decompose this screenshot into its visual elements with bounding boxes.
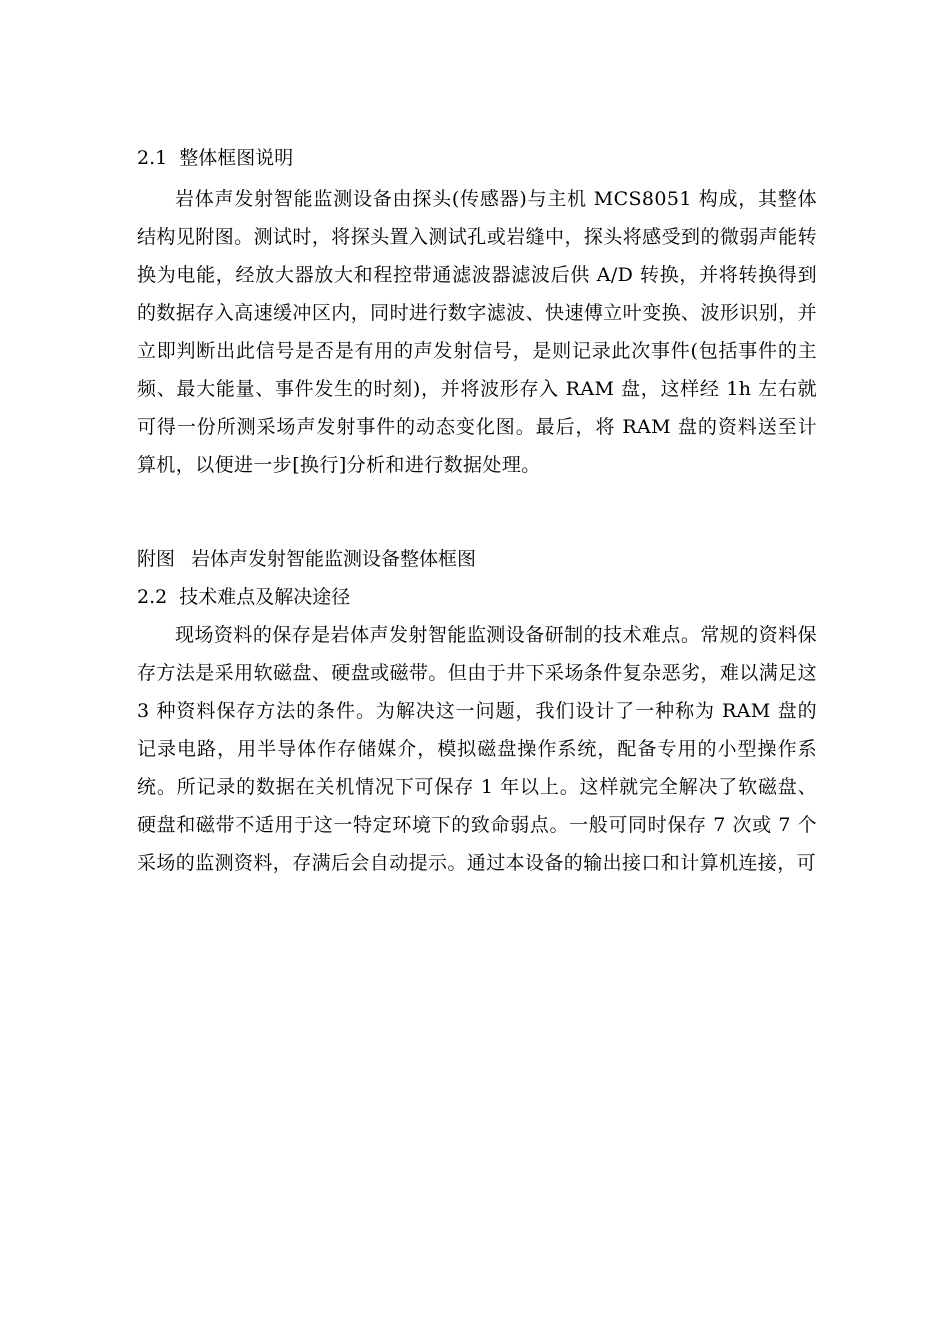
paragraph-overview: 岩体声发射智能监测设备由探头(传感器)与主机 MCS8051 构成，其整体结构见附图。测试时，将探头置入测试孔或岩缝中，探头将感受到的微弱声能转换为电能，经放大器放大和程控带通滤波器滤波后供 A/D 转换，并将转换得到的数据存入高速缓冲区内，同时进行数字滤波、快速傅立叶变换、波形识别，并立即判断出此信号是否是有用的声发射信号，是则记录此次事件(包括事件的主频、最大能量、事件发生的时刻)，并将波形存入 RAM 盘，这样经 1h 左右就可得一份所测采场声发射事件的动态变化图。最后，将 RAM 盘的资料送至计算机，以便进一步[换行]分析和进行数据处理。: [137, 188, 817, 476]
document-body: [137, 136, 817, 882]
section-title: 整体框图说明: [179, 147, 294, 169]
figure-caption-label: 附图: [137, 548, 176, 570]
section-heading-2-1: [137, 136, 817, 180]
section-heading-2-2: [137, 578, 817, 616]
section-number: 2.1: [137, 147, 168, 169]
section-title: 技术难点及解决途径: [179, 586, 351, 608]
figure-space: [137, 484, 817, 540]
figure-caption-text: 岩体声发射智能监测设备整体框图: [191, 548, 477, 570]
paragraph-technical-difficulty: 现场资料的保存是岩体声发射智能监测设备研制的技术难点。常规的资料保存方法是采用软磁盘、硬盘或磁带。但由于井下采场条件复杂恶劣，难以满足这 3 种资料保存方法的条件。为解决这一问题，我们设计了一种称为 RAM 盘的记录电路，用半导体作存储媒介，模拟磁盘操作系统，配备专用的小型操作系统。所记录的数据在关机情况下可保存 1 年以上。这样就完全解决了软磁盘、硬盘和磁带不适用于这一特定环境下的致命弱点。一般可同时保存 7 次或 7 个采场的监测资料，存满后会自动提示。通过本设备的输出接口和计算机连接，可: [137, 624, 817, 874]
figure-caption: [137, 540, 817, 578]
section-number: 2.2: [137, 586, 168, 608]
